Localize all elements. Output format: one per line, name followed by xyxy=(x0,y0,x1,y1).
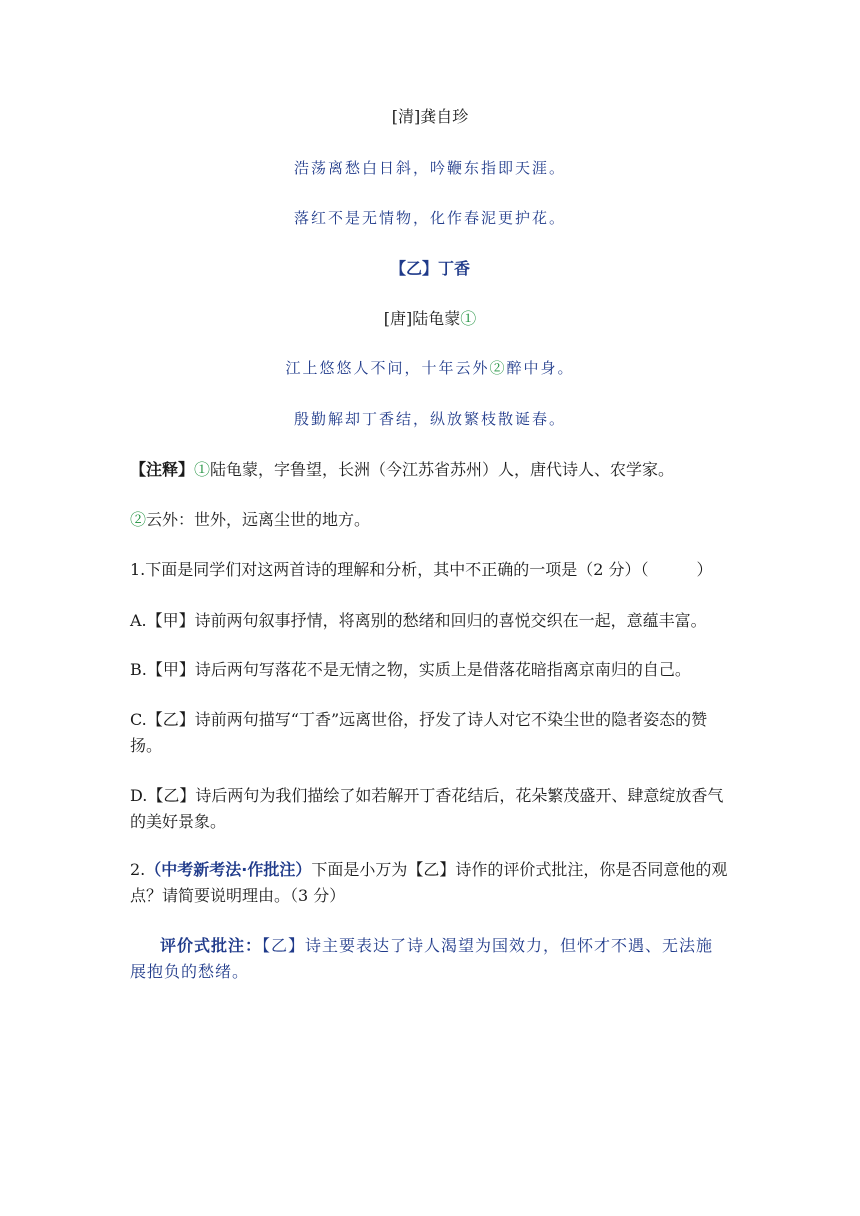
question-1-option-c: C.【乙】诗前两句描写“丁香”远离世俗，抒发了诗人对它不染尘世的隐者姿态的赞扬。 xyxy=(130,710,708,755)
note-1 xyxy=(130,460,674,480)
note-2-mark: ② xyxy=(130,510,147,529)
note-1-text: 陆龟蒙，字鲁望，长洲（今江苏省苏州）人，唐代诗人、农学家。 xyxy=(210,460,675,479)
poem-a-author: [清]龚自珍 xyxy=(391,107,469,126)
poem-b-line-1-after: 醉中身。 xyxy=(506,359,575,377)
poem-b-author-text: [唐]陆龟蒙 xyxy=(383,309,461,328)
note-2 xyxy=(130,510,370,530)
question-2 xyxy=(130,857,730,909)
poem-b-line-1-before: 江上悠悠人不问，十年云外 xyxy=(285,359,490,377)
poem-b-author xyxy=(0,309,860,329)
note-2-text: 云外：世外，远离尘世的地方。 xyxy=(146,510,371,529)
question-2-stem: 下面是小万为【乙】诗作的评价式批注，你是否同意他的观点？请简要说明理由。（3 分） xyxy=(130,860,728,905)
poem-b-title: 【乙】丁香 xyxy=(389,259,470,278)
question-2-number: 2. xyxy=(130,860,146,879)
question-1-option-a: A.【甲】诗前两句叙事抒情，将离别的愁绪和回归的喜悦交织在一起，意蕴丰富。 xyxy=(130,611,707,630)
question-1-option-b: B.【甲】诗后两句写落花不是无情之物，实质上是借落花暗指离京南归的自己。 xyxy=(130,660,691,679)
poem-a-line-2: 落红不是无情物，化作春泥更护花。 xyxy=(293,209,566,227)
question-1-option-d: D.【乙】诗后两句为我们描绘了如若解开丁香花结后，花朵繁茂盛开、肆意绽放香气的美好景象。 xyxy=(130,786,724,831)
annotation-label: 评价式批注： xyxy=(160,936,263,955)
question-2-tag: （中考新考法·作批注） xyxy=(145,860,312,879)
annotation-text: 【乙】诗主要表达了诗人渴望为国效力，但怀才不遇、无法施展抱负的愁绪。 xyxy=(130,936,714,981)
poem-b-line-1 xyxy=(0,358,860,378)
question-2-annotation xyxy=(130,933,730,985)
notes-label: 【注释】 xyxy=(130,460,195,479)
poem-a-line-1: 浩荡离愁白日斜，吟鞭东指即天涯。 xyxy=(293,159,566,177)
poem-b-line-1-mark: ② xyxy=(489,359,507,377)
poem-b-author-note-mark: ① xyxy=(460,309,477,328)
poem-b-line-2: 殷勤解却丁香结，纵放繁枝散诞春。 xyxy=(293,410,566,428)
question-1-stem: 1.下面是同学们对这两首诗的理解和分析，其中不正确的一项是（2 分）（ ） xyxy=(130,560,713,579)
note-1-mark: ① xyxy=(194,460,211,479)
